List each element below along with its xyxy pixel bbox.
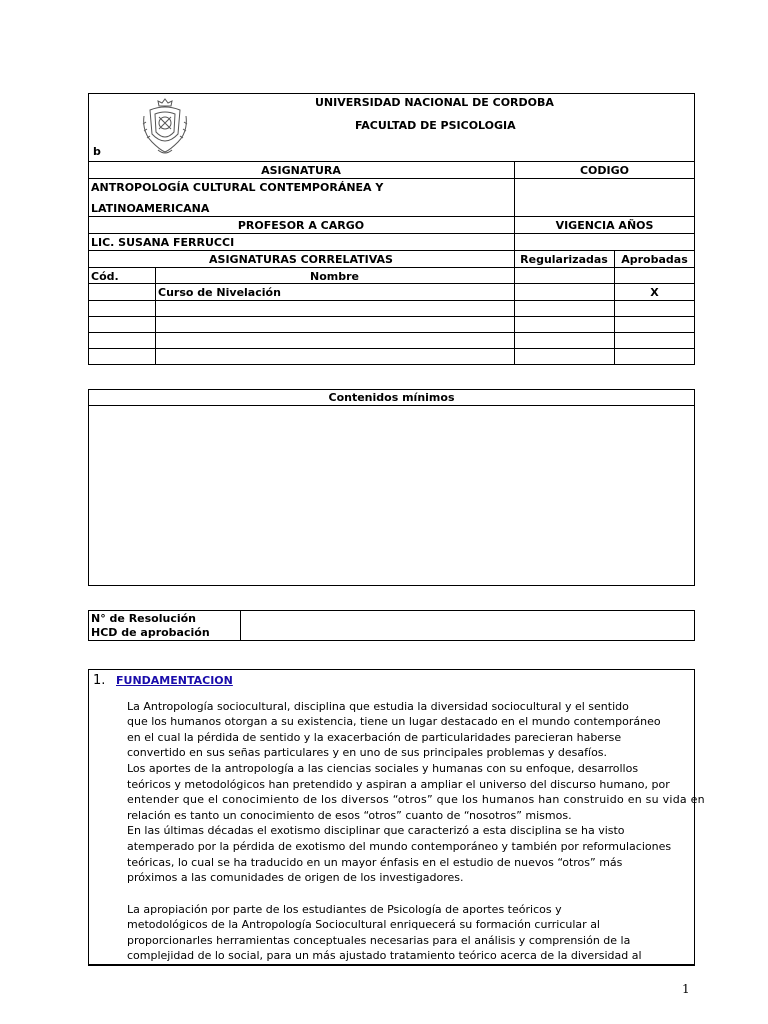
- aprobadas-label: Aprobadas: [621, 253, 688, 266]
- body-line: entender que el conocimiento de los diversos “otros” que los humanos han construido en su vida en: [127, 793, 705, 806]
- nombre-label: Nombre: [310, 270, 359, 283]
- cod-label: Cód.: [91, 270, 119, 283]
- body-line: Los aportes de la antropología a las ciencias sociales y humanas con su enfoque, desarrollos: [127, 762, 639, 775]
- section-number: 1.: [93, 673, 106, 688]
- faculty-name: FACULTAD DE PSICOLOGIA: [355, 119, 516, 132]
- page-number: 1: [682, 982, 690, 996]
- regularizadas-label: Regularizadas: [520, 253, 608, 266]
- body-line: La apropiación por parte de los estudiantes de Psicología de aportes teóricos y: [127, 903, 562, 916]
- body-line: que los humanos otorgan a su existencia, tiene un lugar destacado en el mundo contemporáneo: [127, 715, 661, 728]
- body-line: teóricas, lo cual se ha traducido en un mayor énfasis en el estudio de nuevos “otros” más: [127, 856, 623, 869]
- body-line: relación es tanto un conocimiento de esos “otros” cuanto de “nosotros” mismos.: [127, 809, 572, 822]
- vigencia-label: VIGENCIA AÑOS: [555, 219, 654, 232]
- correlativa-aprobadas: X: [650, 286, 659, 299]
- course-name-line1: ANTROPOLOGÍA CULTURAL CONTEMPORÁNEA Y: [91, 181, 384, 194]
- body-line: convertido en sus señas particulares y en uno de sus principales problemas y desafíos.: [127, 746, 608, 759]
- body-line: próximos a las comunidades de origen de los investigadores.: [127, 871, 464, 884]
- hcd-label: HCD de aprobación: [91, 626, 210, 639]
- university-seal-icon: [138, 96, 192, 158]
- contenidos-title: Contenidos mínimos: [328, 391, 455, 404]
- body-line: proporcionarles herramientas conceptuales necesarias para el análisis y comprensión de la: [127, 934, 631, 947]
- contenidos-box: [88, 389, 695, 586]
- profesor-label: PROFESOR A CARGO: [237, 219, 365, 232]
- body-line: atemperado por la pérdida de exotismo del mundo contemporáneo y también por reformulaciones: [127, 840, 672, 853]
- course-name-line2: LATINOAMERICANA: [91, 202, 210, 215]
- body-line: en el cual la pérdida de sentido y la exacerbación de particularidades parecieran haberse: [127, 731, 622, 744]
- body-line: En las últimas décadas el exotismo disciplinar que caracterizó a esta disciplina se ha visto: [127, 824, 625, 837]
- correlativas-title: ASIGNATURAS CORRELATIVAS: [209, 253, 393, 266]
- university-name: UNIVERSIDAD NACIONAL DE CORDOBA: [315, 96, 554, 109]
- resolucion-label: N° de Resolución: [91, 612, 197, 625]
- body-line: teóricos y metodológicos han pretendido y aspiran a ampliar el universo del discurso humano, por: [127, 778, 670, 791]
- correlativa-nombre: Curso de Nivelación: [158, 286, 281, 299]
- body-line: La Antropología sociocultural, disciplina que estudia la diversidad sociocultural y el sentido: [127, 700, 629, 713]
- asignatura-label: ASIGNATURA: [261, 164, 341, 177]
- corner-letter: b: [93, 145, 101, 158]
- body-line: metodológicos de la Antropología Sociocultural enriquecerá su formación curricular al: [127, 918, 600, 931]
- body-line: complejidad de lo social, para un más ajustado tratamiento teórico acerca de la diversidad al: [127, 949, 642, 962]
- profesor-name: LIC. SUSANA FERRUCCI: [91, 236, 235, 249]
- fundamentacion-title-link[interactable]: FUNDAMENTACION: [116, 674, 233, 687]
- codigo-label: CODIGO: [579, 164, 630, 177]
